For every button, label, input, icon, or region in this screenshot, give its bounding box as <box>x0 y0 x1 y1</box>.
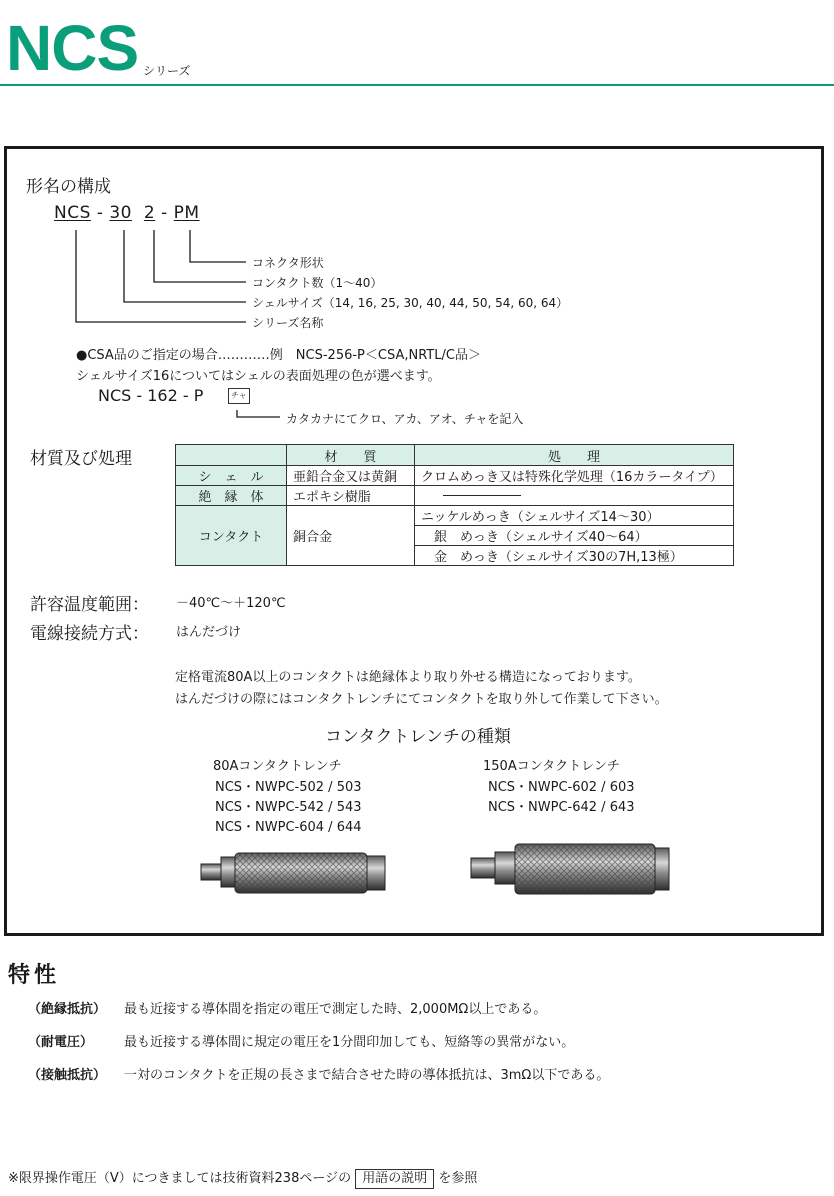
note-line-1: 定格電流80A以上のコンタクトは絶縁体より取り外せる構造になっております。 <box>175 670 641 685</box>
shell16-note: シェルサイズ16についてはシェルの表面処理の色が選べます。 <box>76 369 441 384</box>
wrench-80a-item: NCS・NWPC-542 / 543 <box>215 800 362 815</box>
code-dash-1: - <box>96 203 104 223</box>
footer-note <box>8 1167 477 1189</box>
legend-series-name: シリーズ名称 <box>252 316 324 330</box>
characteristics-title: 特性 <box>8 963 61 988</box>
model-heading: 形名の構成 <box>26 177 111 197</box>
wrench-80a-item: NCS・NWPC-604 / 644 <box>215 820 362 835</box>
temperature-value: －40℃～＋120℃ <box>176 596 286 611</box>
color-example-note: カタカナにてクロ、アカ、アオ、チャを記入 <box>286 412 524 426</box>
table-row <box>176 506 734 526</box>
color-example-code: NCS - 162 - P <box>98 386 204 405</box>
col-header-material: 材 質 <box>287 445 415 466</box>
materials-heading: 材質及び処理 <box>30 449 132 469</box>
series-title: NCS <box>6 12 139 84</box>
csa-note: ●CSA品のご指定の場合…………例 NCS-256-P＜CSA,NRTL/C品＞ <box>76 348 481 363</box>
row-label-shell: シ ェ ル <box>176 466 287 486</box>
row-label-contact: コンタクト <box>176 506 287 566</box>
wrench-150a-title: 150Aコンタクトレンチ <box>483 759 620 774</box>
code-contacts: 2 <box>143 203 156 223</box>
legend-shell-size: シェルサイズ（14, 16, 25, 30, 40, 44, 50, 54, 60, 64） <box>252 296 569 310</box>
prop-text-contact: 一対のコンタクトを正規の長さまで結合させた時の導体抵抗は、3mΩ以下である。 <box>124 1068 610 1083</box>
wrench-heading: コンタクトレンチの種類 <box>325 727 511 747</box>
prop-text-voltage: 最も近接する導体間に規定の電圧を1分間印加しても、短絡等の異常がない。 <box>124 1035 575 1050</box>
series-subtitle: シリーズ <box>143 64 191 78</box>
row-treatment-contact-2: 銀 めっき（シェルサイズ40〜64） <box>415 526 734 546</box>
row-treatment-insulator: ―――――― <box>415 486 734 506</box>
col-header-blank <box>176 445 287 466</box>
temperature-label: 許容温度範囲： <box>30 595 149 615</box>
row-material-shell: 亜鉛合金又は黄銅 <box>287 466 415 486</box>
prop-text-insulation: 最も近接する導体間を指定の電圧で測定した時、2,000MΩ以上である。 <box>124 1002 547 1017</box>
code-dash-2: - <box>161 203 168 223</box>
wrench-80a-title: 80Aコンタクトレンチ <box>213 759 342 774</box>
row-treatment-shell: クロムめっき又は特殊化学処理（16カラータイプ） <box>415 466 734 486</box>
table-row <box>176 466 734 486</box>
prop-label-voltage: （耐電圧） <box>28 1035 94 1050</box>
code-shape: PM <box>173 203 200 223</box>
footer-prefix: ※限界操作電圧（V）につきましては技術資料238ページの <box>8 1171 352 1186</box>
connection-label: 電線接続方式： <box>30 624 149 644</box>
row-material-contact: 銅合金 <box>287 506 415 566</box>
row-label-insulator: 絶 縁 体 <box>176 486 287 506</box>
row-treatment-contact-1: ニッケルめっき（シェルサイズ14〜30） <box>415 506 734 526</box>
legend-contacts: コンタクト数（1〜40） <box>252 276 383 290</box>
wrench-150a-item: NCS・NWPC-642 / 643 <box>488 800 635 815</box>
row-material-insulator: エポキシ樹脂 <box>287 486 415 506</box>
code-series: NCS <box>54 203 91 223</box>
materials-table <box>175 444 734 566</box>
footer-term-link[interactable]: 用語の説明 <box>355 1169 434 1189</box>
color-example-box: チャ <box>228 388 250 404</box>
wrench-150a-item: NCS・NWPC-602 / 603 <box>488 780 635 795</box>
code-shell: 30 <box>109 203 132 223</box>
row-treatment-contact-3: 金 めっき（シェルサイズ30の7H,13極） <box>415 546 734 566</box>
col-header-treatment: 処 理 <box>415 445 734 466</box>
prop-label-insulation: （絶縁抵抗） <box>28 1002 107 1017</box>
prop-label-contact: （接触抵抗） <box>28 1068 107 1083</box>
table-row <box>176 486 734 506</box>
wrench-80a-illustration <box>195 846 395 900</box>
wrench-150a-illustration <box>465 838 675 900</box>
legend-shape: コネクタ形状 <box>252 256 324 270</box>
connection-value: はんだづけ <box>176 625 242 640</box>
note-line-2: はんだづけの際にはコンタクトレンチにてコンタクトを取り外して作業して下さい。 <box>175 692 668 707</box>
wrench-80a-item: NCS・NWPC-502 / 503 <box>215 780 362 795</box>
footer-suffix: を参照 <box>438 1171 478 1186</box>
